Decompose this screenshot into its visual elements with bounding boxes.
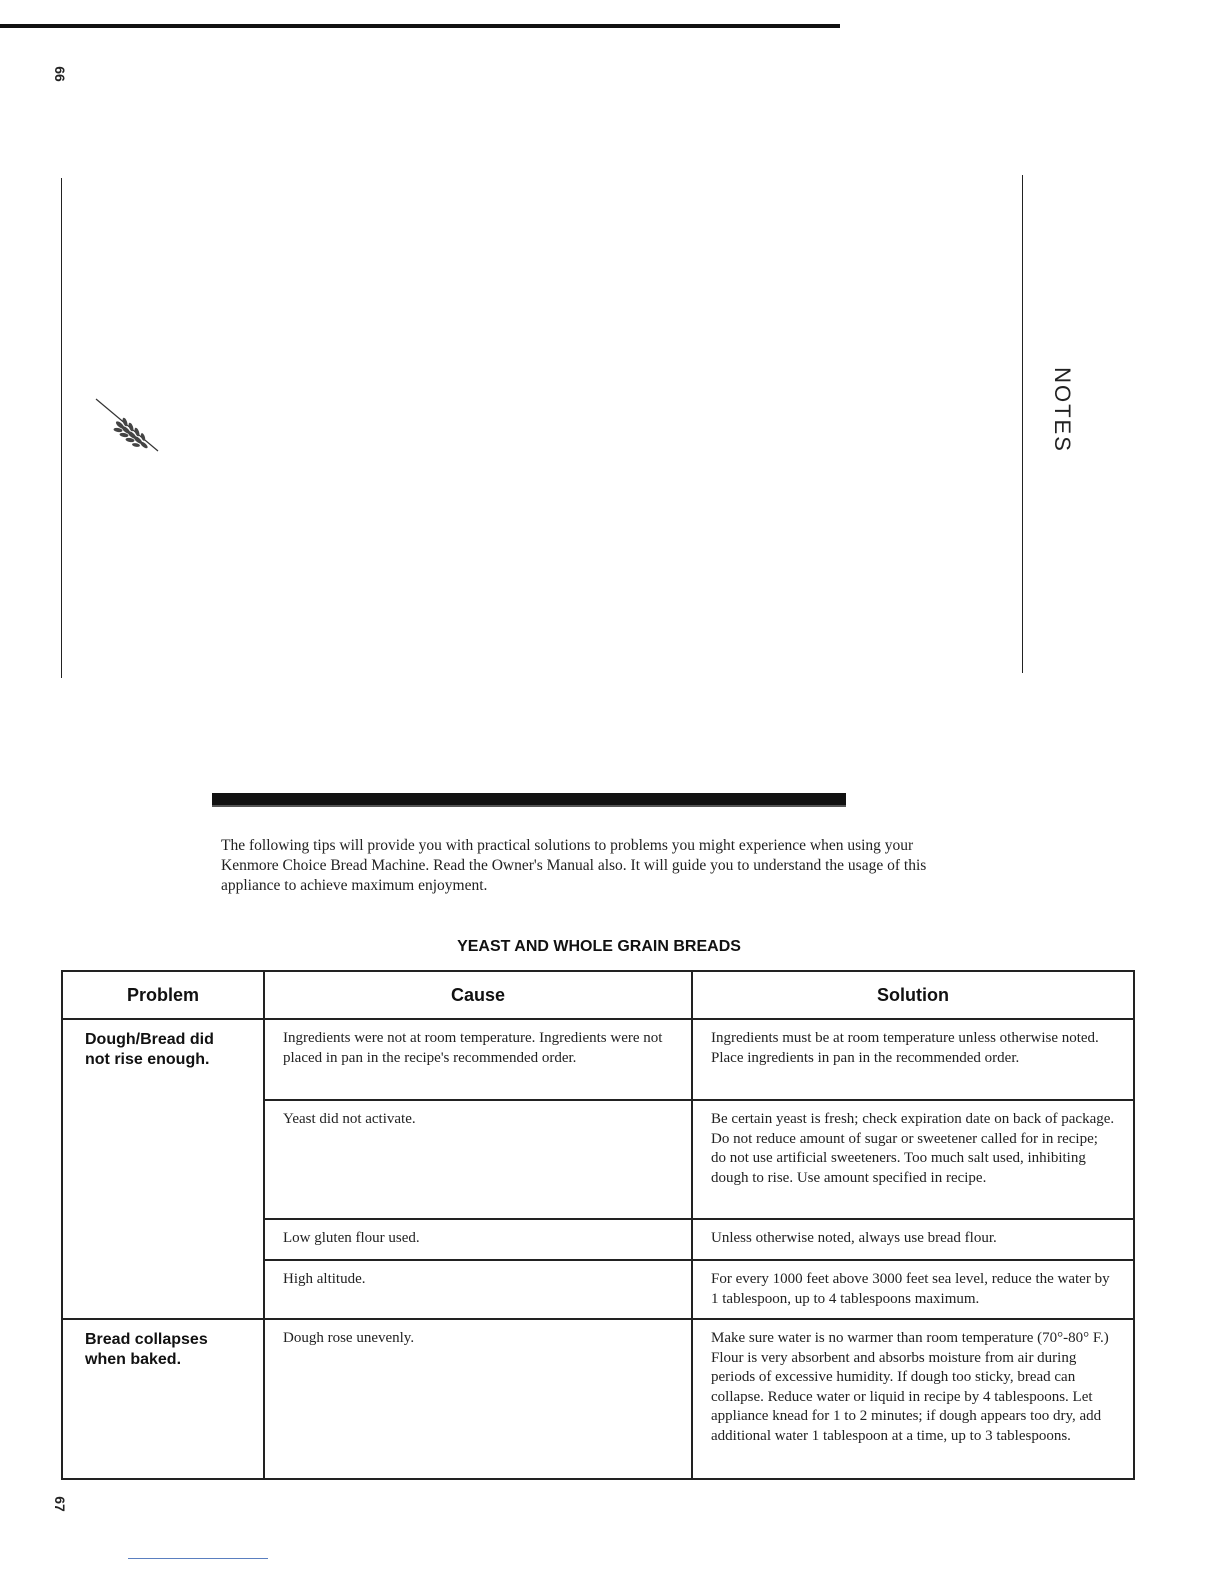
section-title: YEAST AND WHOLE GRAIN BREADS (457, 938, 741, 955)
header-problem: Problem (62, 971, 264, 1019)
problem-cell: Dough/Bread did not rise enough. (62, 1019, 264, 1319)
solution-cell: For every 1000 feet above 3000 feet sea level, reduce the water by 1 tablespoon, up to 4 tablespoons maximum. (692, 1260, 1134, 1319)
cause-cell: Yeast did not activate. (264, 1100, 692, 1219)
problem-cell: Bread collapses when baked. (62, 1319, 264, 1479)
section-banner-bar (212, 793, 846, 805)
notes-side-label (1032, 360, 1092, 460)
wheat-icon (92, 395, 164, 459)
notes-right-border (1022, 175, 1023, 673)
notes-label-text: NOTES (1050, 367, 1076, 453)
cause-cell: Ingredients were not at room temperature. Ingredients were not placed in pan in the recipe's recommended order. (264, 1019, 692, 1100)
solution-cell: Be certain yeast is fresh; check expiration date on back of package. Do not reduce amount of sugar or sweetener called for in recipe; do not use artificial sweeteners. Too much salt used, inhibiting dough to rise. Use amount specified in recipe. (692, 1100, 1134, 1219)
top-rule (0, 24, 840, 28)
solution-cell: Ingredients must be at room temperature unless otherwise noted. Place ingredients in pan in the recommended order. (692, 1019, 1134, 1100)
bottom-rule (128, 1558, 268, 1559)
table-row (62, 1319, 1134, 1479)
page-number-top: 66 (51, 66, 68, 82)
cause-cell: High altitude. (264, 1260, 692, 1319)
intro-paragraph: The following tips will provide you with practical solutions to problems you might experience when using your Kenmore Choice Bread Machine. Read the Owner's Manual also. It will guide you to understand the usage of this appliance to achieve maximum enjoyment. (221, 837, 927, 894)
troubleshooting-table (61, 970, 1135, 1480)
solution-cell: Unless otherwise noted, always use bread flour. (692, 1219, 1134, 1260)
page-number-bottom: 67 (51, 1496, 68, 1512)
solution-cell: Make sure water is no warmer than room temperature (70°-80° F.) Flour is very absorbent and absorbs moisture from air during periods of excessive humidity. If dough too sticky, bread can collapse. Reduce water or liquid in recipe by 4 tablespoons. Let appliance knead for 1 to 2 minutes; if dough appears too dry, add additional water 1 tablespoon at a time, up to 3 tablespoons. (692, 1319, 1134, 1479)
table-row (62, 1019, 1134, 1100)
cause-cell: Low gluten flour used. (264, 1219, 692, 1260)
notes-left-border (61, 178, 62, 678)
table-header-row (62, 971, 1134, 1019)
header-solution: Solution (692, 971, 1134, 1019)
header-cause: Cause (264, 971, 692, 1019)
cause-cell: Dough rose unevenly. (264, 1319, 692, 1479)
